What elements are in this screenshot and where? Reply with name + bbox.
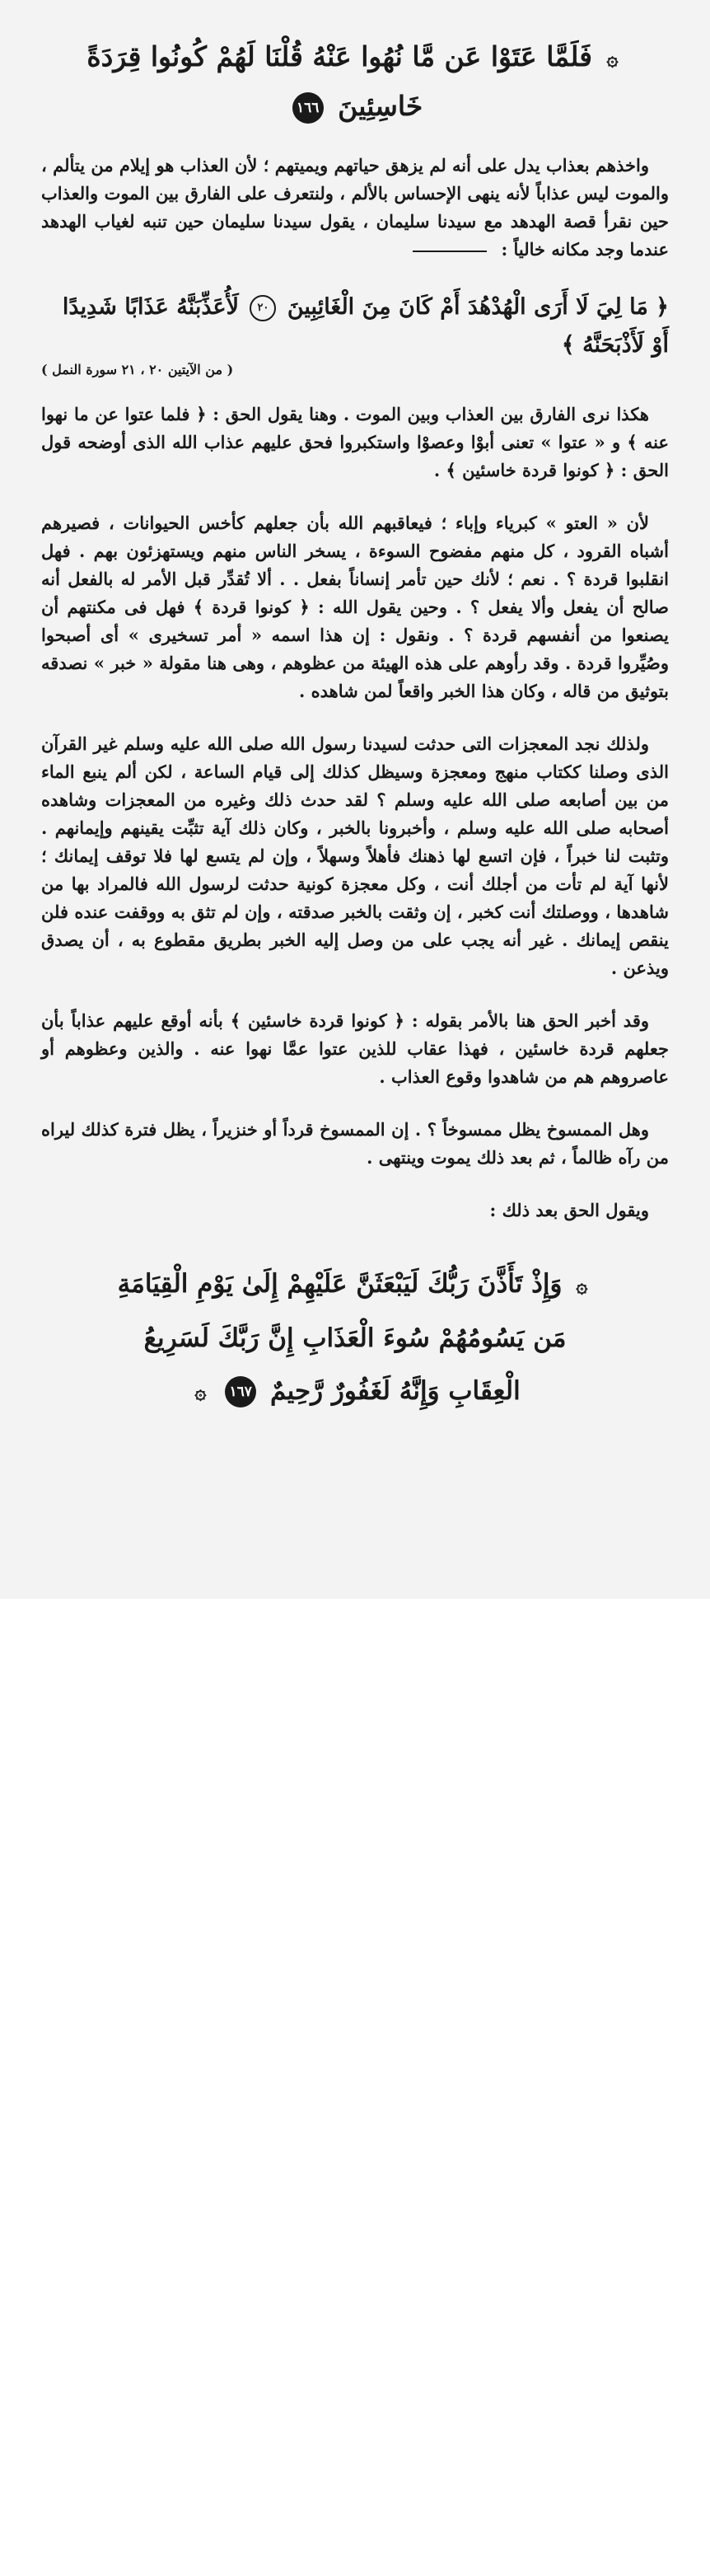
- verse-inline-line-1: [41, 288, 669, 326]
- verse-bottom-line-2: [41, 1312, 669, 1365]
- paragraph-5-text: وقد أخبر الحق هنا بالأمر بقوله : ﴿ كونوا قردة خاسئين ﴾ بأنه أوقع عليهم عذاباً بأن جعلهم قردة خاسئين ، فهذا عقاب للذين عتوا عمَّا نهوا عنه . والذين وعظوهم أو عاصروهم هم من شاهدوا وقوع العذاب .: [41, 1010, 669, 1087]
- paragraph-6: [41, 1116, 669, 1172]
- paragraph-5: [41, 1007, 669, 1091]
- paragraph-1: [41, 152, 669, 264]
- verse-inline-text-2: أَوْ لَأَذْبَحَنَّهُ ﴾: [561, 332, 669, 358]
- paragraph-3: [41, 509, 669, 705]
- paragraph-3-text: لأن « العتو » كبرياء وإباء ؛ فيعاقبهم الله بأن جعلهم كأخس الحيوانات ، فصيرهم أشباه القرود ، كل منهم مفضوح السوءة ، يسخر الناس منهم ويستهزئون بهم . فهل انقلبوا قردة ؟ . نعم ؛ لأنك حين تأمر إنساناً بفعل . . ألا تُقدِّر قبل الأمر له بالفعل أنه صالح أن يفعل وألا يفعل ؟ . وحين يقول الله : ﴿ كونوا قردة ﴾ فهل فى مكنتهم أن يصنعوا من أنفسهم قردة ؟ . ونقول : إن هذا اسمه « أمر تسخيرى » أى أصبحوا وصُيِّروا قردة . وقد رأوهم على هذه الهيئة من عظوهم ، وهى هنا مقولة « خبر » نصدقه بتوثيق من قاله ، وكان هذا الخبر واقعاً لمن شاهده .: [41, 513, 669, 701]
- verse-bottom-text-3: الْعِقَابِ وَإِنَّهُ لَغَفُورٌ رَّحِيمٌ: [269, 1375, 521, 1406]
- paragraph-6-text: وهل الممسوخ يظل ممسوخاً ؟ . إن الممسوخ قرداً أو خنزيراً ، يظل فترة كذلك ليراه من رآه ظالماً ، ثم بعد ذلك يموت وينتهى .: [41, 1119, 669, 1168]
- page-content: [41, 33, 669, 1418]
- verse-ornament-end-icon: ۞: [194, 1379, 207, 1403]
- lead-in: [41, 1197, 669, 1225]
- verse-top-text-1: فَلَمَّا عَتَوْا عَن مَّا نُهُوا عَنْهُ قُلْنَا لَهُمْ كُونُوا قِرَدَةً: [86, 40, 593, 73]
- paragraph-1-text: واخذهم بعذاب يدل على أنه لم يزهق حياتهم ويميتهم ؛ لأن العذاب هو إيلام من يتألم ، والموت ليس عذاباً لأنه ينهى الإحساس بالألم ، ولنتعرف على الفارق بين الموت والعذاب حين نقرأ قصة الهدهد مع سيدنا سليمان ، يقول سيدنا سليمان حين تنبه لغياب الهدهد عندما وجد مكانه خالياً :: [41, 155, 669, 260]
- lead-in-text: ويقول الحق بعد ذلك :: [489, 1200, 649, 1220]
- paragraph-4: [41, 730, 669, 982]
- verse-ornament-icon: ۞: [606, 46, 619, 70]
- paragraph-2: [41, 400, 669, 485]
- verse-top-line-1: [41, 33, 669, 82]
- verse-bottom-line-3: [41, 1365, 669, 1419]
- verse-top-text-2: خَاسِئِينَ: [338, 90, 423, 122]
- verse-inline-text-1: ﴿ مَا لِيَ لَا أَرَى الْهُدْهُدَ أَمْ كَانَ مِنَ الْغَائِبِينَ: [287, 294, 669, 320]
- inline-ayah-number: ٢٠: [250, 295, 276, 321]
- verse-bottom-line-1: [41, 1258, 669, 1312]
- paragraph-2-text: هكذا نرى الفارق بين العذاب وبين الموت . وهنا يقول الحق : ﴿ فلما عتوا عن ما نهوا عنه ﴾ و « عتوا » تعنى أبوْا وعصوْا واستكبروا فحق عليهم عذاب الله الذى أوضحه قول الحق : ﴿ كونوا قردة خاسئين ﴾ .: [41, 404, 669, 480]
- verse-inline-text-1b: لَأُعَذِّبَنَّهُ عَذَابًا شَدِيدًا: [62, 294, 240, 320]
- verse-top-line-2: [41, 82, 669, 130]
- verse-bottom: [41, 1258, 669, 1418]
- ayah-number-badge: ١٦٦: [292, 92, 324, 124]
- ayah-number-badge: ١٦٧: [225, 1376, 256, 1407]
- dash-rule: [413, 251, 487, 252]
- verse-top: [41, 33, 669, 130]
- verse-inline: [41, 288, 669, 364]
- verse-ornament-icon: ۞: [576, 1272, 588, 1297]
- verse-bottom-text-2: مَن يَسُومُهُمْ سُوءَ الْعَذَابِ إِنَّ رَبَّكَ لَسَرِيعُ: [143, 1323, 567, 1353]
- verse-reference: ( من الآيتين ٢٠ ، ٢١ سورة النمل ): [41, 362, 234, 377]
- paragraph-4-text: ولذلك نجد المعجزات التى حدثت لسيدنا رسول الله صلى الله عليه وسلم غير القرآن الذى وصلنا ككتاب منهج ومعجزة وسيظل كذلك إلى قيام الساعة ، لكن ألم ينبع الماء من بين أصابعه صلى الله عليه وسلم ؟ لقد حدث ذلك وغيره من المعجزات وشاهده أصحابه صلى الله عليه وسلم ، وأخبرونا بالخبر ، وكان ذلك آية تثبِّت يقينهم وإيمانهم . وتثبت لنا خبراً ، فإن اتسع لها ذهنك فأهلاً وسهلاً ، وإن لم يتسع لها فلا توقف إيمانك ؛ لأنها آية لم تأت من أجلك أنت ، وكل معجزة كونية حدثت لرسول الله فالمراد بها من شاهدها ، ووصلتك أنت كخبر ، إن وثقت بالخبر صدقته ، وإن لم تثق به ووقفت عنده فلن ينقص إيمانك . غير أنه يجب على من وصل إليه الخبر بطريق مقطوع به ، أن يصدق ويذعن .: [41, 733, 669, 978]
- verse-bottom-text-1: وَإِذْ تَأَذَّنَ رَبُّكَ لَيَبْعَثَنَّ عَلَيْهِمْ إِلَىٰ يَوْمِ الْقِيَامَةِ: [117, 1269, 563, 1299]
